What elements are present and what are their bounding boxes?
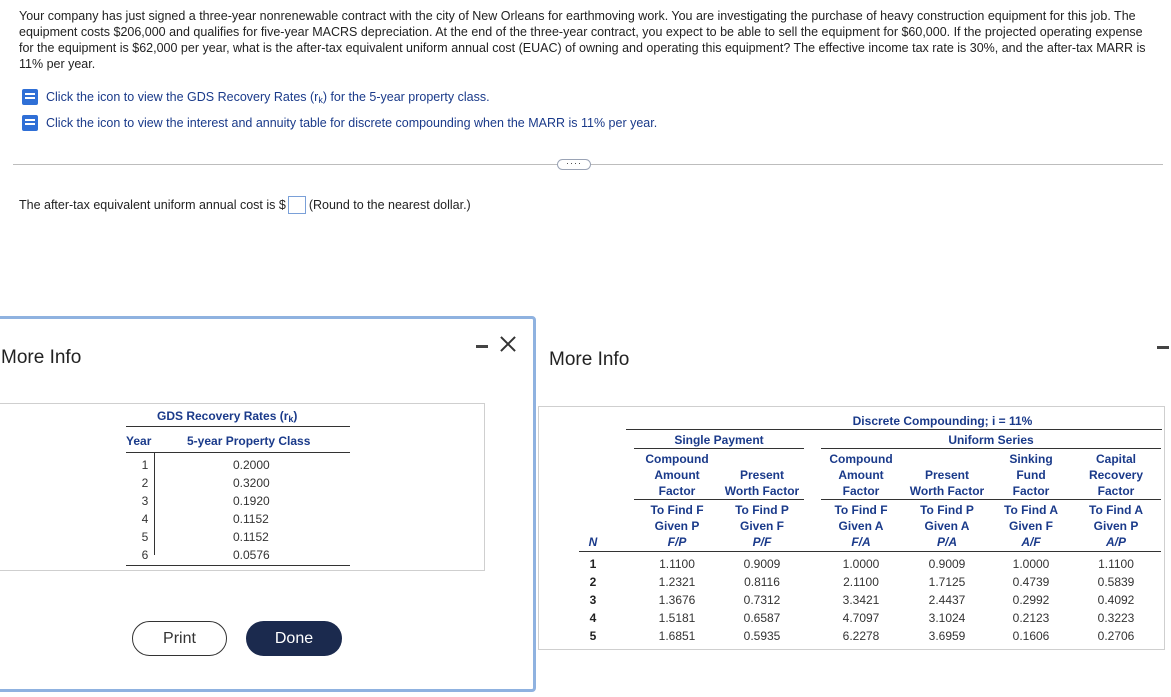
col-find-ap: To Find A Given P A/P: [1089, 503, 1143, 549]
col-header-n: N: [588, 535, 598, 549]
table-rule: [579, 551, 1161, 552]
table-row: 1 0.2000: [141, 458, 270, 472]
table-cell: 1.0000: [842, 557, 880, 571]
table-row: 5 0.1152: [141, 530, 269, 544]
table-cell: 2.1100: [843, 575, 879, 589]
book-icon[interactable]: [22, 115, 38, 131]
table-cell: 0.6587: [743, 611, 781, 625]
row-n: 4: [589, 611, 597, 625]
table-cell: 0.5839: [1097, 575, 1135, 589]
row-n: 3: [589, 593, 597, 607]
col-header-ap: Capital Recovery Factor: [1088, 452, 1144, 498]
row-n: 2: [589, 575, 597, 589]
table-cell: 0.1606: [1012, 629, 1050, 643]
table-cell: 0.2123: [1012, 611, 1050, 625]
table-cell: 0.5935: [743, 629, 781, 643]
table-rule: [626, 429, 1162, 430]
table-row: 4 0.1152: [141, 512, 269, 526]
done-button[interactable]: Done: [246, 621, 342, 656]
minimize-icon[interactable]: [476, 345, 488, 348]
answer-prompt: The after-tax equivalent uniform annual cost is $: [19, 198, 286, 212]
table-cell: 2.4437: [928, 593, 966, 607]
gds-link-text-pre: Click the icon to view the GDS Recovery Rates (r: [46, 89, 319, 104]
interest-table-title: Discrete Compounding; i = 11%: [852, 414, 1033, 428]
expand-dots-button[interactable]: ····: [557, 159, 591, 170]
question-text: Your company has just signed a three-year nonrenewable contract with the city of New Orleans for earthmoving work. You are investigating the purchase of heavy construction equipment for this job. The equipment costs $206,000 and qualifies for five-year MACRS depreciation. At the end of the three-year contract, you expect to be able to sell the equipment for $60,000. If the projected operating expense for the equipment is $62,000 per year, what is the after-tax equivalent uniform annual cost (EUAC) of owning and operating this equipment? The effective income tax rate is 30%, and the after-tax MARR is 11% per year.: [19, 9, 1146, 71]
gds-more-info-dialog: [0, 316, 536, 692]
table-rule: [126, 452, 350, 453]
col-header-pa: Present Worth Factor: [909, 468, 985, 498]
table-cell: 0.2992: [1012, 593, 1050, 607]
print-button[interactable]: Print: [132, 621, 227, 656]
table-cell: 3.6959: [928, 629, 966, 643]
table-row: 6 0.0576: [141, 548, 270, 562]
table-cell: 0.4739: [1012, 575, 1050, 589]
col-header-class: 5-year Property Class: [187, 434, 311, 448]
row-n: 5: [589, 629, 597, 643]
table-cell: 0.9009: [928, 557, 966, 571]
interest-link-text: Click the icon to view the interest and annuity table for discrete compounding when the MARR is 11% per year.: [46, 116, 658, 130]
row-n: 1: [589, 557, 597, 571]
table-row: 3 0.1920: [141, 494, 270, 508]
table-cell: 0.2706: [1097, 629, 1135, 643]
table-rule: [126, 426, 350, 427]
col-find-af: To Find A Given F A/F: [1004, 503, 1058, 549]
table-cell: 0.3223: [1097, 611, 1135, 625]
close-icon[interactable]: [500, 336, 516, 352]
table-cell: 3.1024: [928, 611, 966, 625]
table-cell: 6.2278: [842, 629, 880, 643]
table-cell: 4.7097: [842, 611, 880, 625]
col-header-fp: Compound Amount Factor: [645, 452, 709, 498]
col-find-fa: To Find F Given A F/A: [834, 503, 888, 549]
interest-more-info-dialog: [537, 322, 1171, 697]
col-find-pf: To Find P Given F P/F: [735, 503, 789, 549]
col-header-year: Year: [126, 434, 152, 448]
euac-answer-input[interactable]: [288, 196, 306, 214]
table-cell: 3.3421: [842, 593, 880, 607]
col-find-fp: To Find F Given P F/P: [650, 503, 704, 549]
table-rule: [634, 448, 804, 449]
interest-table-link[interactable]: [22, 114, 657, 132]
interest-table: [538, 406, 1165, 650]
gds-table-title: GDS Recovery Rates (rk): [157, 409, 298, 424]
table-cell: 0.7312: [743, 593, 781, 607]
gds-table-container: [0, 403, 485, 571]
table-cell: 0.8116: [744, 575, 780, 589]
table-cell: 1.0000: [1012, 557, 1050, 571]
dialog-title: More Info: [1, 347, 82, 368]
table-cell: 0.9009: [743, 557, 781, 571]
table-cell: 1.1100: [659, 557, 695, 571]
table-cell: 0.4092: [1097, 593, 1135, 607]
table-row: 2 0.3200: [141, 476, 270, 490]
minimize-icon[interactable]: [1157, 346, 1169, 349]
col-header-fa: Compound Amount Factor: [829, 452, 893, 498]
group-single-payment: Single Payment: [674, 433, 764, 447]
table-rule: [634, 499, 804, 500]
col-find-pa: To Find P Given A P/A: [920, 503, 974, 549]
table-cell: 1.6851: [658, 629, 696, 643]
table-cell: 1.2321: [658, 575, 696, 589]
answer-hint: (Round to the nearest dollar.): [308, 198, 471, 212]
table-cell: 1.3676: [658, 593, 696, 607]
table-cell: 1.7125: [928, 575, 966, 589]
table-cell: 1.5181: [658, 611, 696, 625]
table-rule: [126, 565, 350, 566]
dialog-title: More Info: [549, 349, 630, 370]
col-header-pf: Present Worth Factor: [724, 468, 800, 498]
table-rule: [821, 448, 1161, 449]
gds-link-text-post: ) for the 5-year property class.: [322, 89, 490, 104]
table-rule: [821, 499, 1161, 500]
gds-rates-link[interactable]: [22, 88, 490, 106]
col-header-af: Sinking Fund Factor: [1009, 452, 1053, 498]
group-uniform-series: Uniform Series: [948, 433, 1034, 447]
gds-link-sub: k: [318, 94, 323, 105]
table-cell: 1.1100: [1098, 557, 1134, 571]
answer-row: [19, 195, 471, 215]
book-icon[interactable]: [22, 89, 38, 105]
